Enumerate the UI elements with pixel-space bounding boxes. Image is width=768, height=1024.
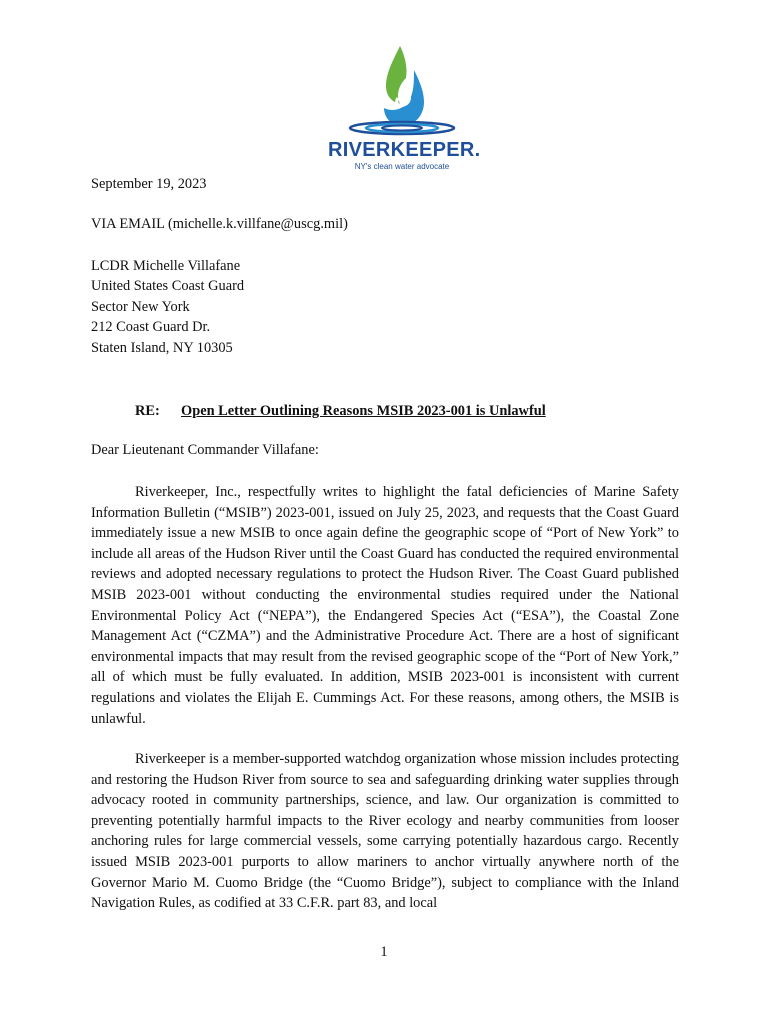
logo-tagline: NY's clean water advocate [354, 162, 450, 171]
body-paragraph-1: Riverkeeper, Inc., respectfully writes to highlight the fatal deficiencies of Marine Safety Information Bulletin (“MSIB”) 2023-001, issued on July 25, 2023, and requests that the Coast Guard immediately issue a new MSIB to once again define the geographic scope of “Port of New York” to include all areas of the Hudson River until the Coast Guard has conducted the required environmental reviews and adopted necessary regulations to protect the Hudson River. The Coast Guard published MSIB 2023-001 without conducting the environmental studies required under the National Environmental Policy Act (“NEPA”), the Endangered Species Act (“ESA”), the Coastal Zone Management Act (“CZMA”) and the Administrative Procedure Act. There are a host of significant environmental impacts that may result from the revised geographic scope of the “Port of New York,” all of which must be fully evaluated. In addition, MSIB 2023-001 is inconsistent with current regulations and violates the Elijah E. Cummings Act. For these reasons, among others, the MSIB is unlawful. [91, 484, 679, 727]
recipient-city: Staten Island, NY 10305 [91, 340, 233, 356]
page-number: 1 [380, 944, 388, 960]
body-paragraph-2: Riverkeeper is a member-supported watchdog organization whose mission includes protecting and restoring the Hudson River from source to sea and safeguarding drinking water supplies through advocacy rooted in community partnerships, science, and law. Our organization is committed to preventing potentially harmful impacts to the River ecology and nearby communities from looser anchoring rules for large commercial vessels, some carrying potentially hazardous cargo. Recently issued MSIB 2023-001 purports to allow mariners to anchor virtually anywhere north of the Governor Mario M. Cuomo Bridge (the “Cuomo Bridge”), subject to compliance with the Inland Navigation Rules, as codified at 33 C.F.R. part 83, and local [91, 751, 679, 912]
recipient-street: 212 Coast Guard Dr. [91, 319, 211, 335]
salutation: Dear Lieutenant Commander Villafane: [91, 442, 319, 458]
recipient-organization: United States Coast Guard [91, 278, 245, 294]
via-email: VIA EMAIL (michelle.k.villfane@uscg.mil) [91, 216, 348, 232]
riverkeeper-logo [328, 40, 481, 176]
re-subject: Open Letter Outlining Reasons MSIB 2023-001 is Unlawful [181, 403, 546, 419]
re-label: RE: [135, 403, 160, 419]
letter-date: September 19, 2023 [91, 176, 207, 192]
logo-wordmark: RIVERKEEPER. [328, 139, 481, 161]
water-drop-icon [328, 40, 476, 140]
recipient-sector: Sector New York [91, 299, 190, 315]
recipient-name: LCDR Michelle Villafane [91, 258, 241, 274]
